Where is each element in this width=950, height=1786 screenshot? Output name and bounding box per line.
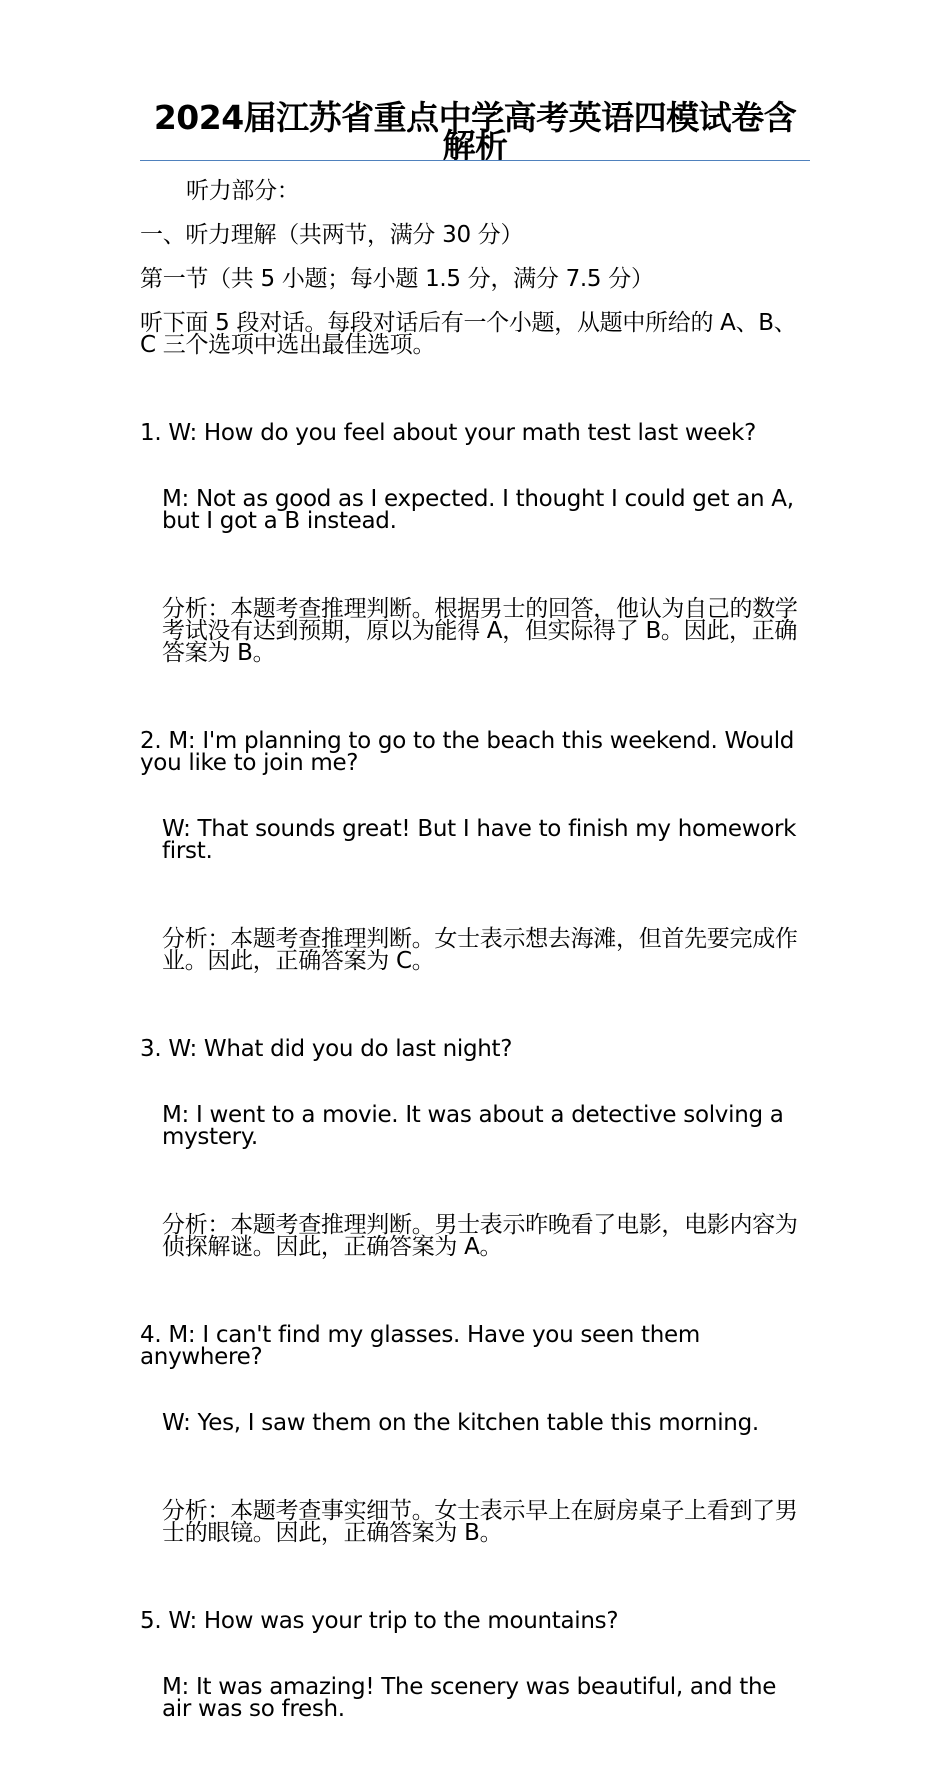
dialogue-2 (140, 686, 810, 906)
analysis-3: 分析：本题考查推理判断。男士表示昨晚看了电影，电影内容为侦探解谜。因此，正确答案为 A。 (162, 1212, 798, 1260)
document-body (140, 180, 810, 1786)
dialogue-4-line-1: 4. M: I can't find my glasses. Have you seen them anywhere? (140, 1322, 708, 1370)
dialogue-4-line-2: W: Yes, I saw them on the kitchen table this morning. (162, 1410, 759, 1436)
analysis-4: 分析：本题考查事实细节。女士表示早上在厨房桌子上看到了男士的眼镜。因此，正确答案为 B。 (162, 1498, 798, 1546)
title-underline (140, 160, 810, 161)
dialogue-2-line-2: W: That sounds great! But I have to finish my homework first. (162, 816, 804, 864)
dialogue-3-line-2: M: I went to a movie. It was about a detective solving a mystery. (162, 1102, 791, 1150)
dialogue-3 (140, 994, 810, 1192)
dialogue-5-line-2: M: It was amazing! The scenery was beautiful, and the air was so fresh. (162, 1674, 784, 1722)
dialogue-5-line-1: 5. W: How was your trip to the mountains? (140, 1608, 619, 1634)
dialogue-3-line-1: 3. W: What did you do last night? (140, 1036, 513, 1062)
dialogue-2-line-1: 2. M: I'm planning to go to the beach this weekend. Would you like to join me? (140, 728, 802, 776)
dialogue-1-line-1: 1. W: How do you feel about your math test last week? (140, 420, 756, 446)
document-title: 2024届江苏省重点中学高考英语四模试卷含解析 (153, 98, 797, 165)
analysis-1: 分析：本题考查推理判断。根据男士的回答，他认为自己的数学考试没有达到预期，原以为能得 A，但实际得了 B。因此，正确答案为 B。 (162, 596, 798, 666)
instructions: 听下面 5 段对话。每段对话后有一个小题，从题中所给的 A、B、C 三个选项中选出最佳选项。 (140, 310, 797, 358)
dialogue-1 (140, 378, 810, 576)
section-heading: 第一节（共 5 小题；每小题 1.5 分，满分 7.5 分） (140, 266, 654, 292)
dialogue-1-line-2: M: Not as good as I expected. I thought I could get an A, but I got a B instead. (162, 486, 801, 534)
dialogue-4 (140, 1280, 810, 1478)
analysis-2: 分析：本题考查推理判断。女士表示想去海滩，但首先要完成作业。因此，正确答案为 C。 (162, 926, 798, 974)
part-heading: 一、听力理解（共两节，满分 30 分） (140, 222, 524, 248)
dialogue-5 (140, 1566, 810, 1764)
listening-section-label: 听力部分： (186, 178, 300, 204)
